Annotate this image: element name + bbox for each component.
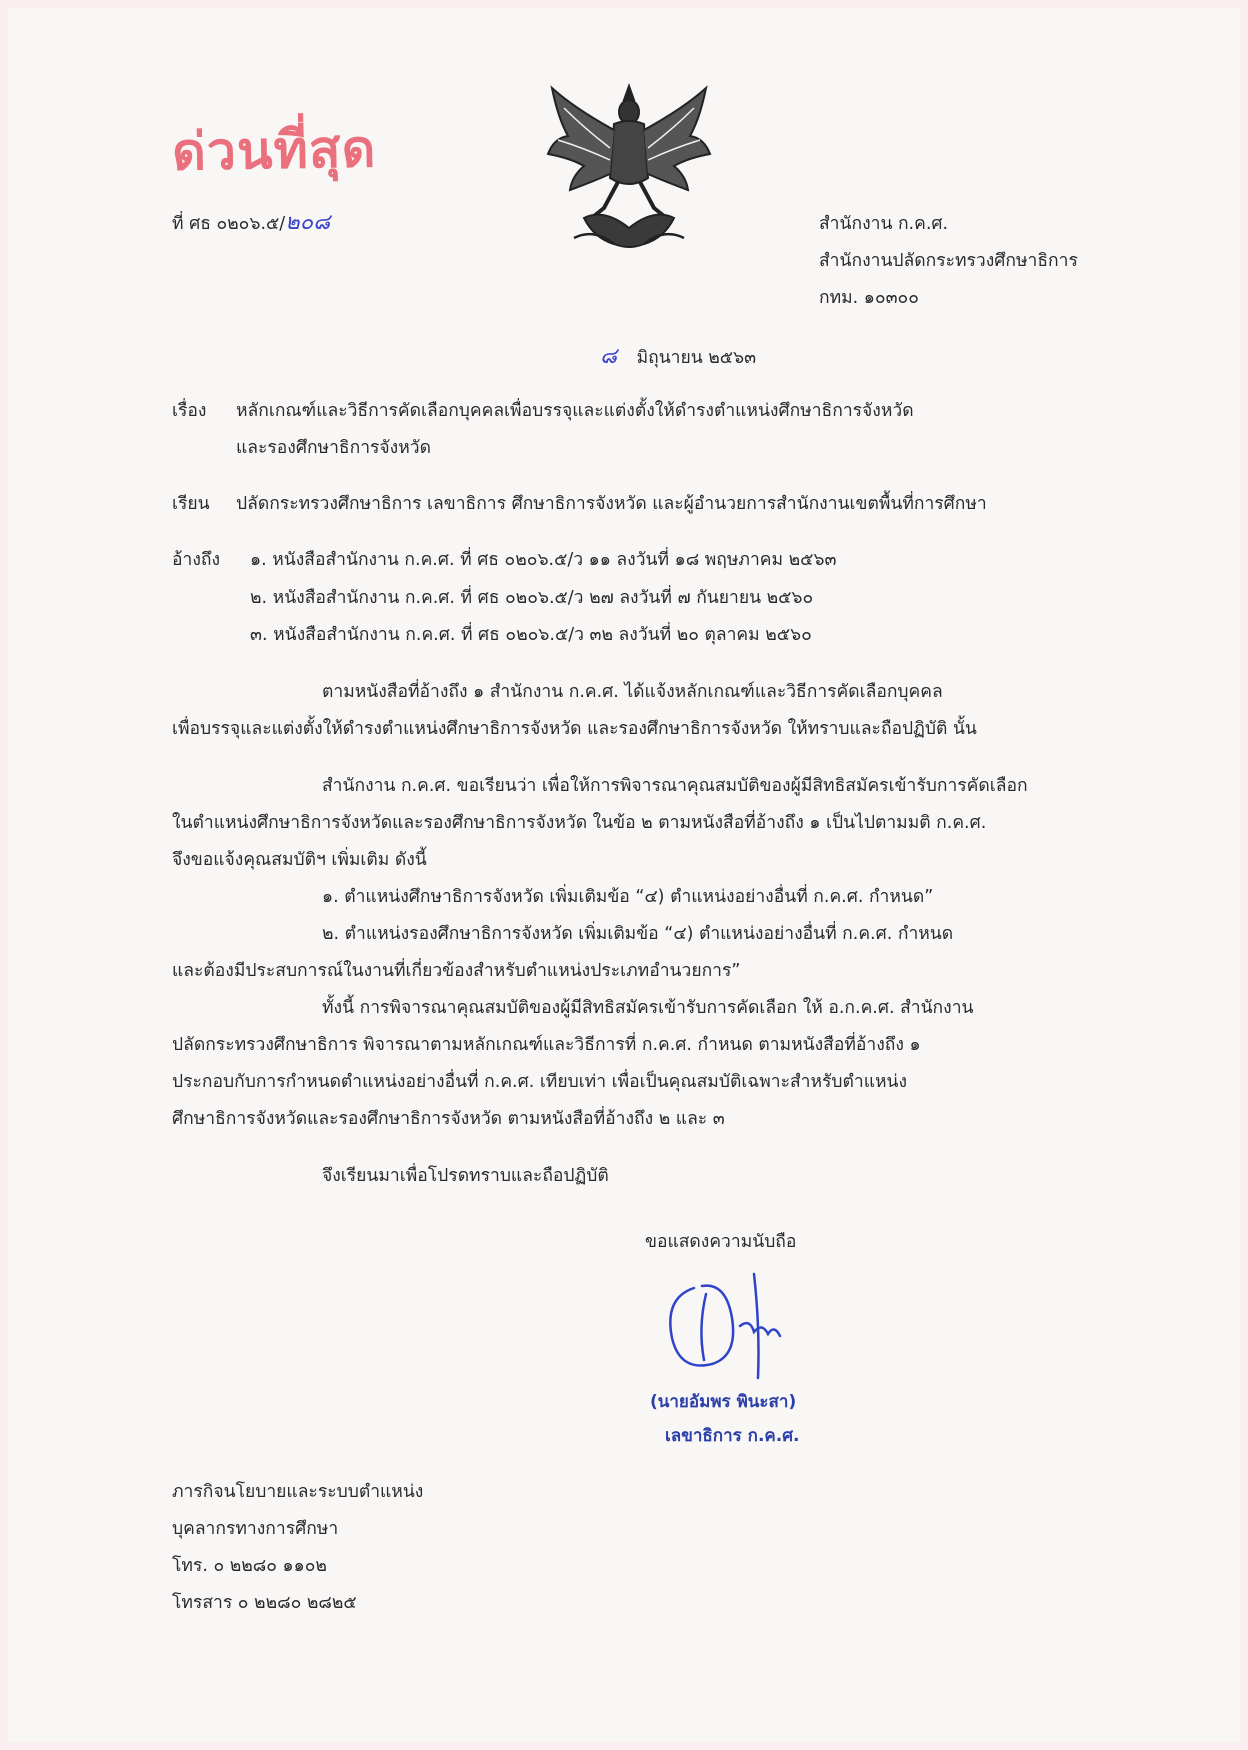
subject-label: เรื่อง (172, 401, 207, 421)
subject-line-2: และรองศึกษาธิการจังหวัด (236, 438, 431, 458)
date-month-year: มิถุนายน ๒๕๖๓ (636, 348, 757, 368)
paragraph-3-line-1: ทั้งนี้ การพิจารณาคุณสมบัติของผู้มีสิทธิสมัครเข้ารับการคัดเลือก ให้ อ.ก.ค.ศ. สำนักงาน (322, 998, 974, 1018)
urgency-stamp: ด่วนที่สุด (171, 118, 377, 183)
document-date (600, 346, 756, 368)
garuda-emblem-icon (544, 78, 714, 256)
to-text: ปลัดกระทรวงศึกษาธิการ เลขาธิการ ศึกษาธิการจังหวัด และผู้อำนวยการสำนักงานเขตพื้นที่การศึกษา (236, 494, 987, 514)
paragraph-1-line-1: ตามหนังสือที่อ้างถึง ๑ สำนักงาน ก.ค.ศ. ได้แจ้งหลักเกณฑ์และวิธีการคัดเลือกบุคคล (322, 682, 943, 702)
office-line-2: สำนักงานปลัดกระทรวงศึกษาธิการ (819, 251, 1078, 271)
footer-line-1: ภารกิจนโยบายและระบบตำแหน่ง (172, 1482, 424, 1502)
regards-text: ขอแสดงความนับถือ (645, 1232, 797, 1252)
footer-line-2: บุคลากรทางการศึกษา (172, 1519, 339, 1539)
reference-item-2: ๒. หนังสือสำนักงาน ก.ค.ศ. ที่ ศธ ๐๒๐๖.๕/ว ๒๗ ลงวันที่ ๗ กันยายน ๒๕๖๐ (250, 588, 814, 608)
document-number-prefix: ที่ ศธ ๐๒๐๖.๕/ (172, 214, 286, 234)
paragraph-2-line-2: ในตำแหน่งศึกษาธิการจังหวัดและรองศึกษาธิการจังหวัด ในข้อ ๒ ตามหนังสือที่อ้างถึง ๑ เป็นไปตามมติ ก.ค.ศ. (172, 813, 987, 833)
signatory-name: (นายอัมพร พินะสา) (650, 1392, 797, 1412)
footer-phone: โทร. ๐ ๒๒๘๐ ๑๑๐๒ (172, 1556, 327, 1576)
subject-line-1: หลักเกณฑ์และวิธีการคัดเลือกบุคคลเพื่อบรรจุและแต่งตั้งให้ดำรงตำแหน่งศึกษาธิการจังหวัด (236, 401, 914, 421)
handwritten-signature (654, 1268, 814, 1386)
item-2-line-1: ๒. ตำแหน่งรองศึกษาธิการจังหวัด เพิ่มเติมข้อ “๔) ตำแหน่งอย่างอื่นที่ ก.ค.ศ. กำหนด (322, 924, 954, 944)
closing-line: จึงเรียนมาเพื่อโปรดทราบและถือปฏิบัติ (322, 1166, 609, 1186)
item-2-line-2: และต้องมีประสบการณ์ในงานที่เกี่ยวข้องสำหรับตำแหน่งประเภทอำนวยการ” (172, 961, 741, 981)
reference-item-3: ๓. หนังสือสำนักงาน ก.ค.ศ. ที่ ศธ ๐๒๐๖.๕/ว ๓๒ ลงวันที่ ๒๐ ตุลาคม ๒๕๖๐ (250, 625, 812, 645)
paragraph-2-line-3: จึงขอแจ้งคุณสมบัติฯ เพิ่มเติม ดังนี้ (172, 850, 427, 870)
to-label: เรียน (172, 494, 210, 514)
item-1: ๑. ตำแหน่งศึกษาธิการจังหวัด เพิ่มเติมข้อ “๔) ตำแหน่งอย่างอื่นที่ ก.ค.ศ. กำหนด” (322, 887, 934, 907)
paragraph-1-line-2: เพื่อบรรจุและแต่งตั้งให้ดำรงตำแหน่งศึกษาธิการจังหวัด และรองศึกษาธิการจังหวัด ให้ทราบและถือปฏิบัติ นั้น (172, 719, 977, 739)
paragraph-3-line-4: ศึกษาธิการจังหวัดและรองศึกษาธิการจังหวัด ตามหนังสือที่อ้างถึง ๒ และ ๓ (172, 1109, 725, 1129)
document-number (172, 212, 330, 234)
paragraph-3-line-2: ปลัดกระทรวงศึกษาธิการ พิจารณาตามหลักเกณฑ์และวิธีการที่ ก.ค.ศ. กำหนด ตามหนังสือที่อ้างถึง ๑ (172, 1035, 921, 1055)
reference-item-1: ๑. หนังสือสำนักงาน ก.ค.ศ. ที่ ศธ ๐๒๐๖.๕/ว ๑๑ ลงวันที่ ๑๘ พฤษภาคม ๒๕๖๓ (250, 550, 837, 570)
date-day-handwritten: ๘ (600, 344, 617, 369)
signatory-position: เลขาธิการ ก.ค.ศ. (665, 1426, 800, 1446)
office-line-3: กทม. ๑๐๓๐๐ (819, 288, 919, 308)
reference-label: อ้างถึง (172, 550, 221, 570)
paragraph-3-line-3: ประกอบกับการกำหนดตำแหน่งอย่างอื่นที่ ก.ค.ศ. เทียบเท่า เพื่อเป็นคุณสมบัติเฉพาะสำหรับตำแหน่ง (172, 1072, 908, 1092)
office-line-1: สำนักงาน ก.ค.ศ. (819, 214, 949, 234)
paragraph-2-line-1: สำนักงาน ก.ค.ศ. ขอเรียนว่า เพื่อให้การพิจารณาคุณสมบัติของผู้มีสิทธิสมัครเข้ารับการคัดเลือก (322, 776, 1028, 796)
footer-fax: โทรสาร ๐ ๒๒๘๐ ๒๘๒๕ (172, 1593, 357, 1613)
document-number-handwritten: ๒๐๘ (285, 210, 331, 235)
